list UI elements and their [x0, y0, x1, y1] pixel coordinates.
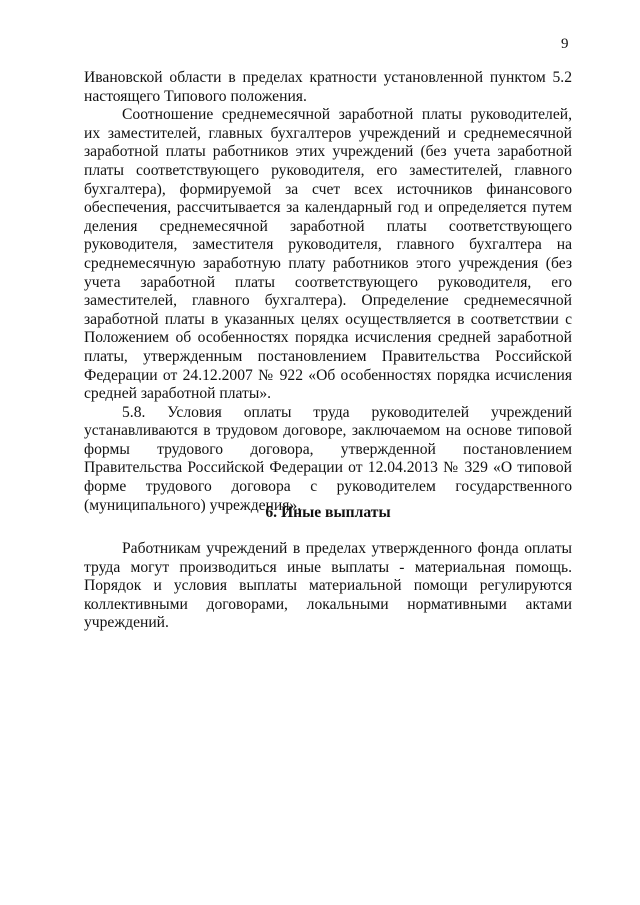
section-heading-6: 6. Иные выплаты: [265, 504, 391, 521]
body-text-top: [84, 69, 572, 515]
paragraph-salary-ratio: Соотношение среднемесячной заработной платы руководителей, их заместителей, главных бухгалтеров учреждений и среднемесячной заработной платы работников этих учреждений (без учета заработной платы соответствующего руководителя, его заместителей, главного бухгалтера), формируемой за счет всех источников финансового обеспечения, рассчитывается за календарный год и определяется путем деления среднемесячной заработной платы соответствующего руководителя, заместителя руководителя, главного бухгалтера на среднемесячную заработную плату работников этого учреждения (без учета заработной платы соответствующего руководителя, его заместителей, главного бухгалтера). Определение среднемесячной заработной платы в указанных целях осуществляется в соответствии с Положением об особенностях порядка исчисления средней заработной платы, утвержденным постановлением Правительства Российской Федерации от 24.12.2007 № 922 «Об особенностях порядка исчисления средней заработной платы».: [84, 106, 572, 403]
body-text-section-6: [84, 540, 572, 633]
paragraph-5-8: 5.8. Условия оплаты труда руководителей учреждений устанавливаются в трудовом договоре, заключаемом на основе типовой формы трудового договора, утвержденной постановлением Правительства Российской Федерации от 12.04.2013 № 329 «О типовой форме трудового договора с руководителем государственного (муниципального) учреждения».: [84, 403, 572, 514]
paragraph-other-payments: Работникам учреждений в пределах утвержденного фонда оплаты труда могут производиться иные выплаты - материальная помощь. Порядок и условия выплаты материальной помощи регулируются коллективными договорами, локальными нормативными актами учреждений.: [84, 540, 572, 632]
paragraph-continuation: Ивановской области в пределах кратности установленной пунктом 5.2 настоящего Типового положения.: [84, 69, 572, 105]
page-number: 9: [561, 36, 569, 52]
